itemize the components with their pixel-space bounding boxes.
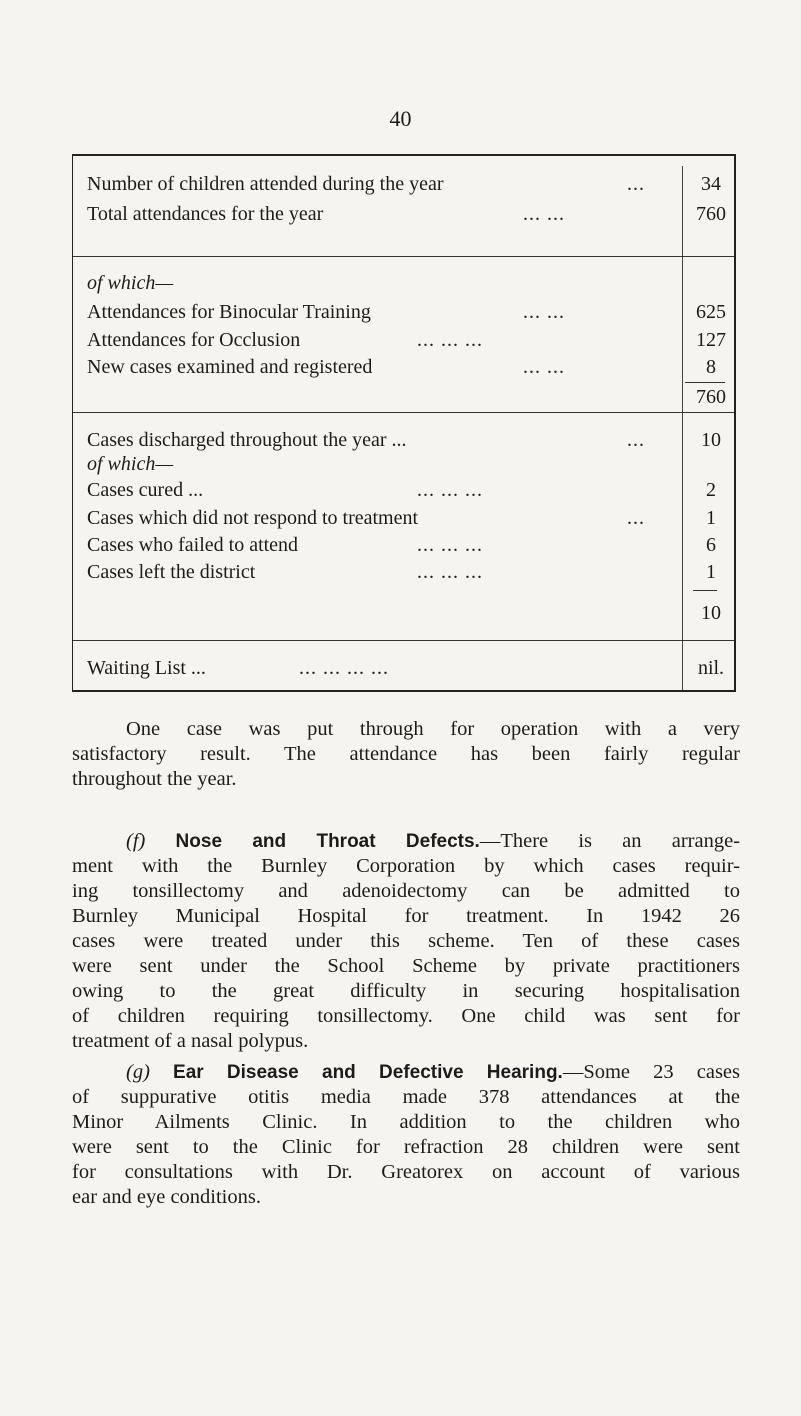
table-row	[87, 452, 734, 476]
text-fragment: —There is an arrange-	[479, 830, 740, 852]
section-marker: (f)	[126, 830, 146, 852]
text-line: of children requiring tonsillectomy. One child was sent for	[72, 1005, 740, 1027]
section-marker: (g)	[126, 1061, 150, 1083]
text-line: were sent under the School Scheme by private practitioners	[72, 955, 740, 977]
paragraph-operation	[72, 717, 740, 792]
text-line: One case was put through for operation with a very	[126, 718, 740, 740]
row-dots: ...	[627, 507, 645, 529]
text-line: ment with the Burnley Corporation by which cases requir-	[72, 855, 740, 877]
row-dots: ...	[627, 429, 645, 451]
text-line: owing to the great difficulty in securing hospitalisation	[72, 980, 740, 1002]
table-row	[87, 328, 734, 352]
text-line: of suppurative otitis media made 378 attendances at the	[72, 1086, 740, 1108]
row-value: 2	[706, 479, 716, 501]
paragraph-nose-throat	[72, 829, 740, 1054]
row-label: New cases examined and registered	[87, 356, 373, 378]
row-value: 10	[701, 429, 721, 451]
table-row	[87, 428, 734, 452]
table-row	[87, 355, 734, 379]
row-label: Number of children attended during the year	[87, 173, 444, 195]
row-value: nil.	[697, 657, 725, 679]
page-number: 40	[389, 106, 412, 131]
text-line: throughout the year.	[72, 768, 237, 790]
attendance-table	[72, 154, 736, 692]
text-line: cases were treated under this scheme. Ten of these cases	[72, 930, 740, 952]
row-label: of which—	[87, 453, 174, 475]
section-divider	[73, 412, 734, 413]
row-label: Cases cured ...	[87, 479, 204, 501]
row-label: Cases which did not respond to treatment	[87, 507, 419, 529]
row-dots: ... ... ...	[417, 534, 483, 556]
section-divider	[73, 256, 734, 257]
row-dots: ... ... ...	[417, 329, 483, 351]
table-row	[87, 172, 734, 196]
table-row	[87, 271, 734, 295]
row-value: 1	[706, 561, 716, 583]
row-dots: ... ... ...	[417, 479, 483, 501]
row-value: 760	[696, 203, 726, 225]
table-row	[87, 601, 734, 625]
text-line	[72, 829, 740, 854]
row-dots: ... ...	[523, 301, 565, 323]
row-value: 127	[696, 329, 726, 351]
text-line: ear and eye conditions.	[72, 1186, 261, 1208]
row-value: 625	[696, 301, 726, 323]
text-line	[72, 1060, 740, 1085]
section-divider	[73, 640, 734, 641]
text-line: Burnley Municipal Hospital for treatment. In 1942 26	[72, 905, 740, 927]
row-label: Total attendances for the year	[87, 203, 324, 225]
row-value: 6	[706, 534, 716, 556]
row-label: Cases discharged throughout the year ...	[87, 429, 407, 451]
table-row	[87, 506, 734, 530]
table-row	[87, 560, 734, 584]
row-label: Attendances for Occlusion	[87, 329, 301, 351]
row-total: 760	[696, 386, 726, 408]
text-line: were sent to the Clinic for refraction 28 children were sent	[72, 1136, 740, 1158]
sum-rule	[693, 590, 717, 591]
row-label: Cases who failed to attend	[87, 534, 299, 556]
row-label: of which—	[87, 272, 174, 294]
table-row	[87, 656, 734, 680]
text-line: satisfactory result. The attendance has been fairly regular	[72, 743, 740, 765]
row-dots: ...	[627, 173, 645, 195]
table-row	[87, 300, 734, 324]
row-dots: ... ... ...	[417, 561, 483, 583]
text-fragment: —Some 23 cases	[562, 1061, 740, 1083]
row-value: 34	[701, 173, 721, 195]
row-dots: ... ...	[523, 356, 565, 378]
table-row	[87, 385, 734, 409]
row-dots: ... ... ... ...	[299, 657, 389, 679]
table-row	[87, 202, 734, 226]
text-line: Minor Ailments Clinic. In addition to the children who	[72, 1111, 740, 1133]
sum-rule	[685, 382, 725, 383]
paragraph-ear-disease	[72, 1060, 740, 1210]
row-label: Waiting List ...	[87, 657, 206, 679]
row-label: Cases left the district	[87, 561, 256, 583]
text-line: ing tonsillectomy and adenoidectomy can be admitted to	[72, 880, 740, 902]
section-heading: Ear Disease and Defective Hearing.	[173, 1062, 563, 1083]
row-value: 1	[706, 507, 716, 529]
text-line: for consultations with Dr. Greatorex on account of various	[72, 1161, 740, 1183]
table-row	[87, 478, 734, 502]
text-line: treatment of a nasal polypus.	[72, 1030, 309, 1052]
section-heading: Nose and Throat Defects.	[175, 831, 480, 852]
table-row	[87, 533, 734, 557]
row-label: Attendances for Binocular Training	[87, 301, 371, 323]
row-dots: ... ...	[523, 203, 565, 225]
row-value: 8	[706, 356, 716, 378]
row-total: 10	[701, 602, 721, 624]
